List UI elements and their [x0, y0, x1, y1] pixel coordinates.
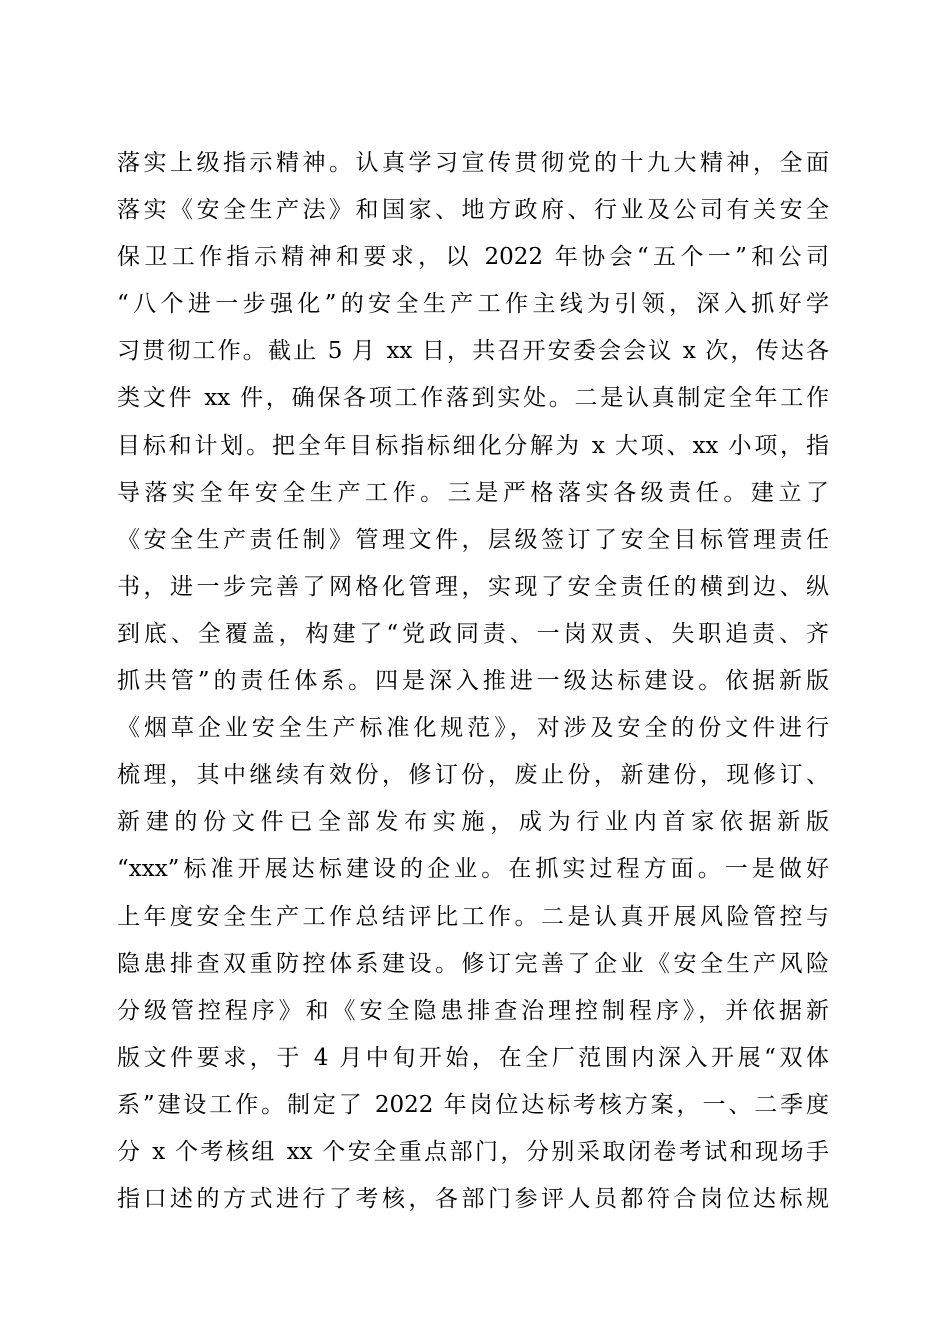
- text-line: 落实上级指示精神。认真学习宣传贯彻党的十九大精神，全面: [117, 150, 829, 176]
- text-line: 书，进一步完善了网格化管理，实现了安全责任的横到边、纵: [117, 573, 829, 600]
- text-line: 导落实全年安全生产工作。三是严格落实各级责任。建立了: [117, 479, 829, 506]
- text-line: “八个进一步强化”的安全生产工作主线为引领，深入抓好学: [117, 291, 829, 318]
- text-line: 落实《安全生产法》和国家、地方政府、行业及公司有关安全: [117, 197, 829, 224]
- text-line: 目标和计划。把全年目标指标细化分解为 x 大项、xx 小项，指: [117, 432, 829, 459]
- body-paragraph: [117, 140, 829, 1223]
- text-line: 《安全生产责任制》管理文件，层级签订了安全目标管理责任: [117, 526, 829, 553]
- text-line: 指口述的方式进行了考核，各部门参评人员都符合岗位达标规: [117, 1186, 829, 1213]
- text-line: 上年度安全生产工作总结评比工作。二是认真开展风险管控与: [117, 903, 829, 930]
- text-line: 分 x 个考核组 xx 个安全重点部门，分别采取闭卷考试和现场手: [117, 1138, 829, 1165]
- text-line: 系”建设工作。制定了 2022 年岗位达标考核方案，一、二季度: [117, 1091, 829, 1118]
- text-line: 隐患排查双重防控体系建设。修订完善了企业《安全生产风险: [117, 950, 829, 977]
- text-line: 习贯彻工作。截止 5 月 xx 日，共召开安委会会议 x 次，传达各: [117, 338, 829, 365]
- text-line: 抓共管”的责任体系。四是深入推进一级达标建设。依据新版: [117, 668, 829, 695]
- text-line: 梳理，其中继续有效份，修订份，废止份，新建份，现修订、: [117, 762, 829, 789]
- text-line: 类文件 xx 件，确保各项工作落到实处。二是认真制定全年工作: [117, 385, 829, 412]
- text-line: 保卫工作指示精神和要求，以 2022 年协会“五个一”和公司: [117, 244, 829, 271]
- text-line: 新建的份文件已全部发布实施，成为行业内首家依据新版: [117, 809, 829, 836]
- text-line: 分级管控程序》和《安全隐患排查治理控制程序》，并依据新: [117, 997, 829, 1024]
- text-line: 版文件要求，于 4 月中旬开始，在全厂范围内深入开展“双体: [117, 1044, 829, 1071]
- text-line: 到底、全覆盖，构建了“党政同责、一岗双责、失职追责、齐: [117, 620, 829, 647]
- text-line: 《烟草企业安全生产标准化规范》，对涉及安全的份文件进行: [117, 715, 829, 742]
- text-line: “xxx”标准开展达标建设的企业。在抓实过程方面。一是做好: [117, 856, 829, 883]
